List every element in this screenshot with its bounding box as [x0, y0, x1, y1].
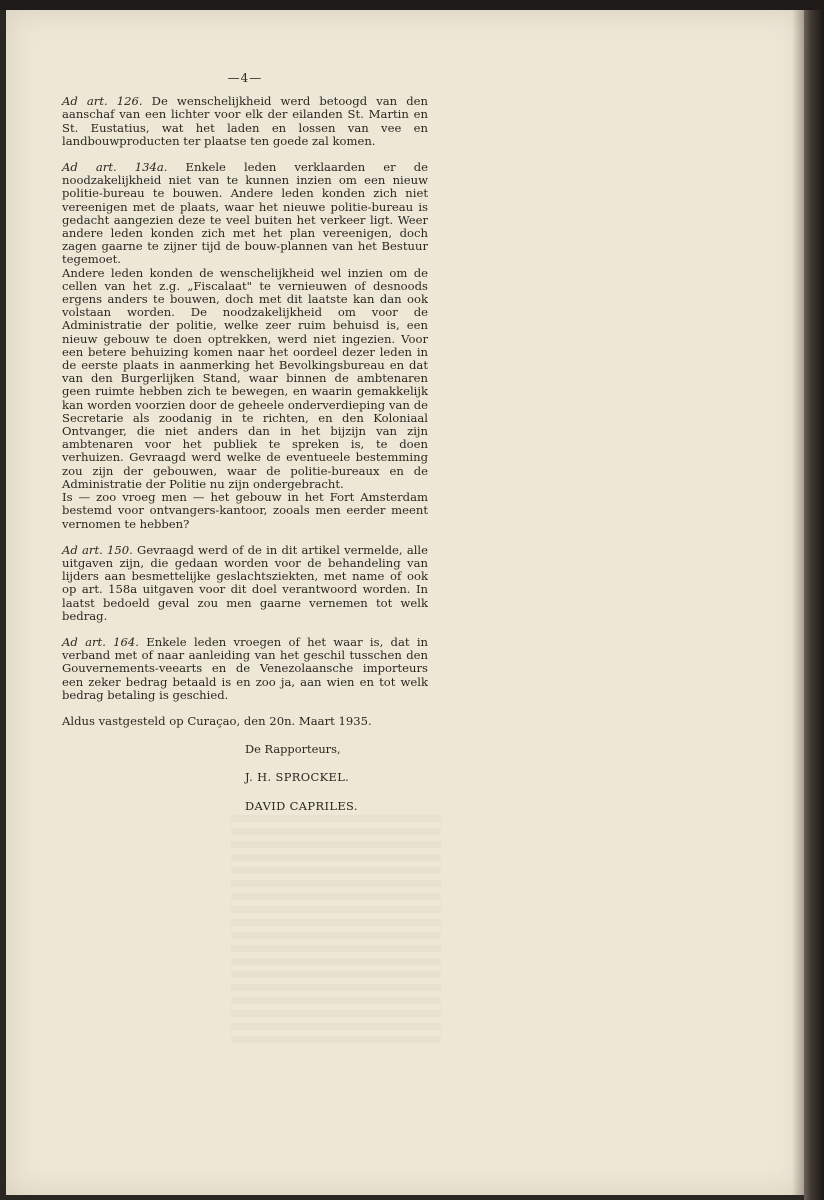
page-text — [62, 72, 428, 813]
paragraph-text: Gevraagd werd of de in dit artikel vermelde, alle uitgaven zijn, die gedaan worden voor de behandeling van lijders aan besmettelijke geslachtsziekten, met name of ook op art. 158a uitgaven voor dit doel verantwoord worden. In laatst bedoeld geval zou men gaarne vernemen tot welk bedrag. — [62, 542, 429, 623]
paragraph-text: Andere leden konden de wenschelijkheid wel inzien om de cellen van het z.g. „Fiscalaat" te vernieuwen of desnoods ergens anders te bouwen, doch met dit laatste kan dan ook volstaan worden. De noodzakelijkheid om voor de Administratie der politie, welke zeer ruim behuisd is, een nieuw gebouw te doen optrekken, werd niet ingezien. Voor een betere behuizing komen naar het oordeel dezer leden in de eerste plaats in aanmerking het Bevolkingsbureau en dat van den Burgerlijken Stand, waar binnen de ambtenaren geen ruimte hebben zich te bewegen, en waarin gemakkelijk kan worden voorzien door de geheele onderverdieping van de Secretarie als zoodanig in te richten, en den Koloniaal Ontvanger, die niet anders dan in het bijzijn van zijn ambtenaren voor het publiek te spreken is, te doen verhuizen. Gevraagd werd welke de eventueele bestemming zou zijn der gebouwen, waar de politie-bureaux en de Administratie der Politie nu zijn ondergebracht. — [62, 265, 428, 491]
show-through-texture — [231, 815, 441, 1045]
paragraph-text: Enkele leden verklaarden er de noodzakelijkheid niet van te kunnen inzien om een nieuw politie-bureau te bouwen. Andere leden konden zich niet vereenigen met de plaats, waar het nieuwe politie-bureau is gedacht aangezien deze te veel buiten het verkeer ligt. Weer andere leden konden zich met het plan vereenigen, doch zagen gaarne te zijner tijd de bouw-plannen van het Bestuur tegemoet. — [62, 160, 428, 267]
closing-statement: Aldus vastgesteld op Curaçao, den 20n. Maart 1935. — [62, 713, 372, 728]
signatory-name: DAVID CAPRILES. — [245, 798, 358, 813]
paragraph-art-164 — [62, 636, 428, 702]
paragraph-art-134a — [62, 161, 428, 267]
paragraph-text: De wenschelijkheid werd betoogd van den aanschaf van een lichter voor elk der eilanden St. Martin en St. Eustatius, wat het laden en lossen van vee en landbouwproducten ter plaatse ten goede zal komen. — [62, 94, 428, 148]
page-number: —4— — [227, 71, 263, 85]
article-ref: Ad art. 164. — [62, 634, 139, 649]
article-ref: Ad art. 134a. — [62, 160, 168, 175]
signatory-name: J. H. SPROCKEL. — [245, 770, 350, 785]
paragraph-art-126 — [62, 95, 428, 148]
paragraph-cellen — [62, 267, 428, 491]
paragraph-text: Enkele leden vroegen of het waar is, dat in verband met of naar aanleiding van het geschil tusschen den Gouvernements-veearts en de Venezolaansche importeurs een zeker bedrag betaald is en zoo ja, aan wien en tot welk bedrag betaling is geschied. — [62, 634, 428, 702]
paragraph-art-150 — [62, 544, 428, 623]
paragraph-fort-amsterdam — [62, 491, 428, 531]
signatories-heading: De Rapporteurs, — [245, 742, 341, 757]
article-ref: Ad art. 126. — [62, 94, 143, 109]
paragraph-text: Is — zoo vroeg men — het gebouw in het Fort Amsterdam bestemd voor ontvangers-kantoor, zooals men eerder meent vernomen te hebben? — [62, 490, 428, 531]
page-gutter-shadow — [792, 10, 804, 1195]
book-spine — [804, 10, 824, 1200]
scan-top-edge — [0, 0, 824, 10]
article-ref: Ad art. 150. — [62, 542, 133, 557]
